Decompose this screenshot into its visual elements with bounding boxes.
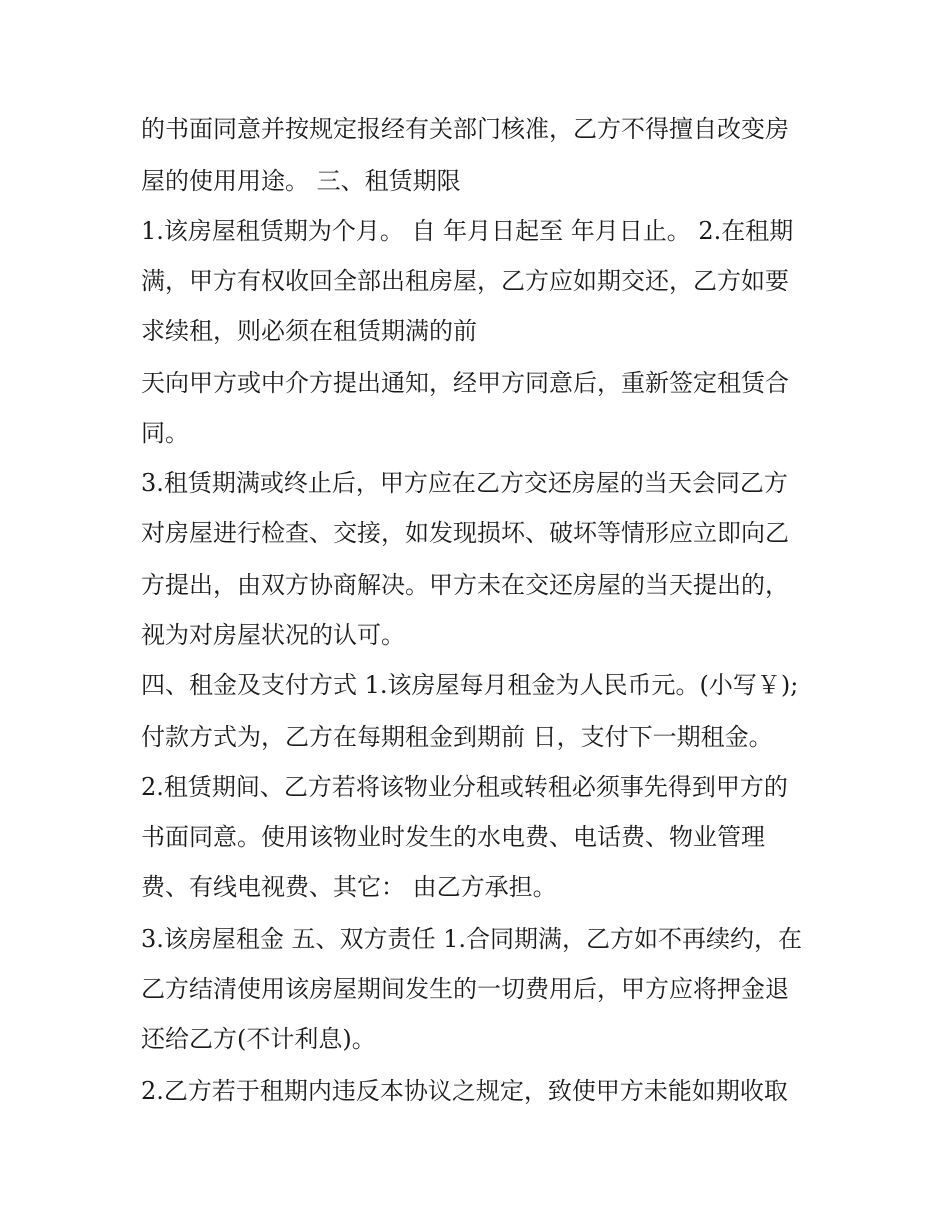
text-line: 付款方式为，乙方在每期租金到期前 日，支付下一期租金。 — [141, 723, 773, 751]
text-line: 2.乙方若于租期内违反本协议之规定，致使甲方未能如期收取 — [141, 1077, 788, 1105]
text-line: 的书面同意并按规定报经有关部门核准，乙方不得擅自改变房 — [141, 115, 789, 143]
text-line: 还给乙方(不计利息)。 — [141, 1025, 376, 1053]
text-line: 四、租金及支付方式 1.该房屋每月租金为人民币元。(小写￥); — [141, 671, 799, 699]
text-line: 3.租赁期满或终止后，甲方应在乙方交还房屋的当天会同乙方 — [141, 469, 788, 497]
text-line: 3.该房屋租金 五、双方责任 1.合同期满，乙方如不再续约，在 — [141, 925, 803, 953]
text-line: 书面同意。使用该物业时发生的水电费、电话费、物业管理 — [141, 823, 765, 851]
text-line: 屋的使用用途。 三、租赁期限 — [141, 167, 461, 195]
text-line: 2.租赁期间、乙方若将该物业分租或转租必须事先得到甲方的 — [141, 773, 788, 801]
text-line: 求续租，则必须在租赁期满的前 — [141, 317, 477, 345]
text-line: 方提出，由双方协商解决。甲方未在交还房屋的当天提出的， — [141, 571, 789, 599]
text-line: 对房屋进行检查、交接，如发现损坏、破坏等情形应立即向乙 — [141, 519, 789, 547]
text-line: 费、有线电视费、其它： 由乙方承担。 — [141, 873, 557, 901]
text-line: 乙方结清使用该房屋期间发生的一切费用后，甲方应将押金退 — [141, 975, 789, 1003]
text-line: 视为对房屋状况的认可。 — [141, 621, 405, 649]
text-line: 天向甲方或中介方提出通知，经甲方同意后，重新签定租赁合 — [141, 369, 789, 397]
text-line: 同。 — [141, 419, 189, 447]
text-line: 1.该房屋租赁期为个月。 自 年月日起至 年月日止。 2.在租期 — [141, 217, 794, 245]
text-line: 满，甲方有权收回全部出租房屋，乙方应如期交还，乙方如要 — [141, 267, 789, 295]
